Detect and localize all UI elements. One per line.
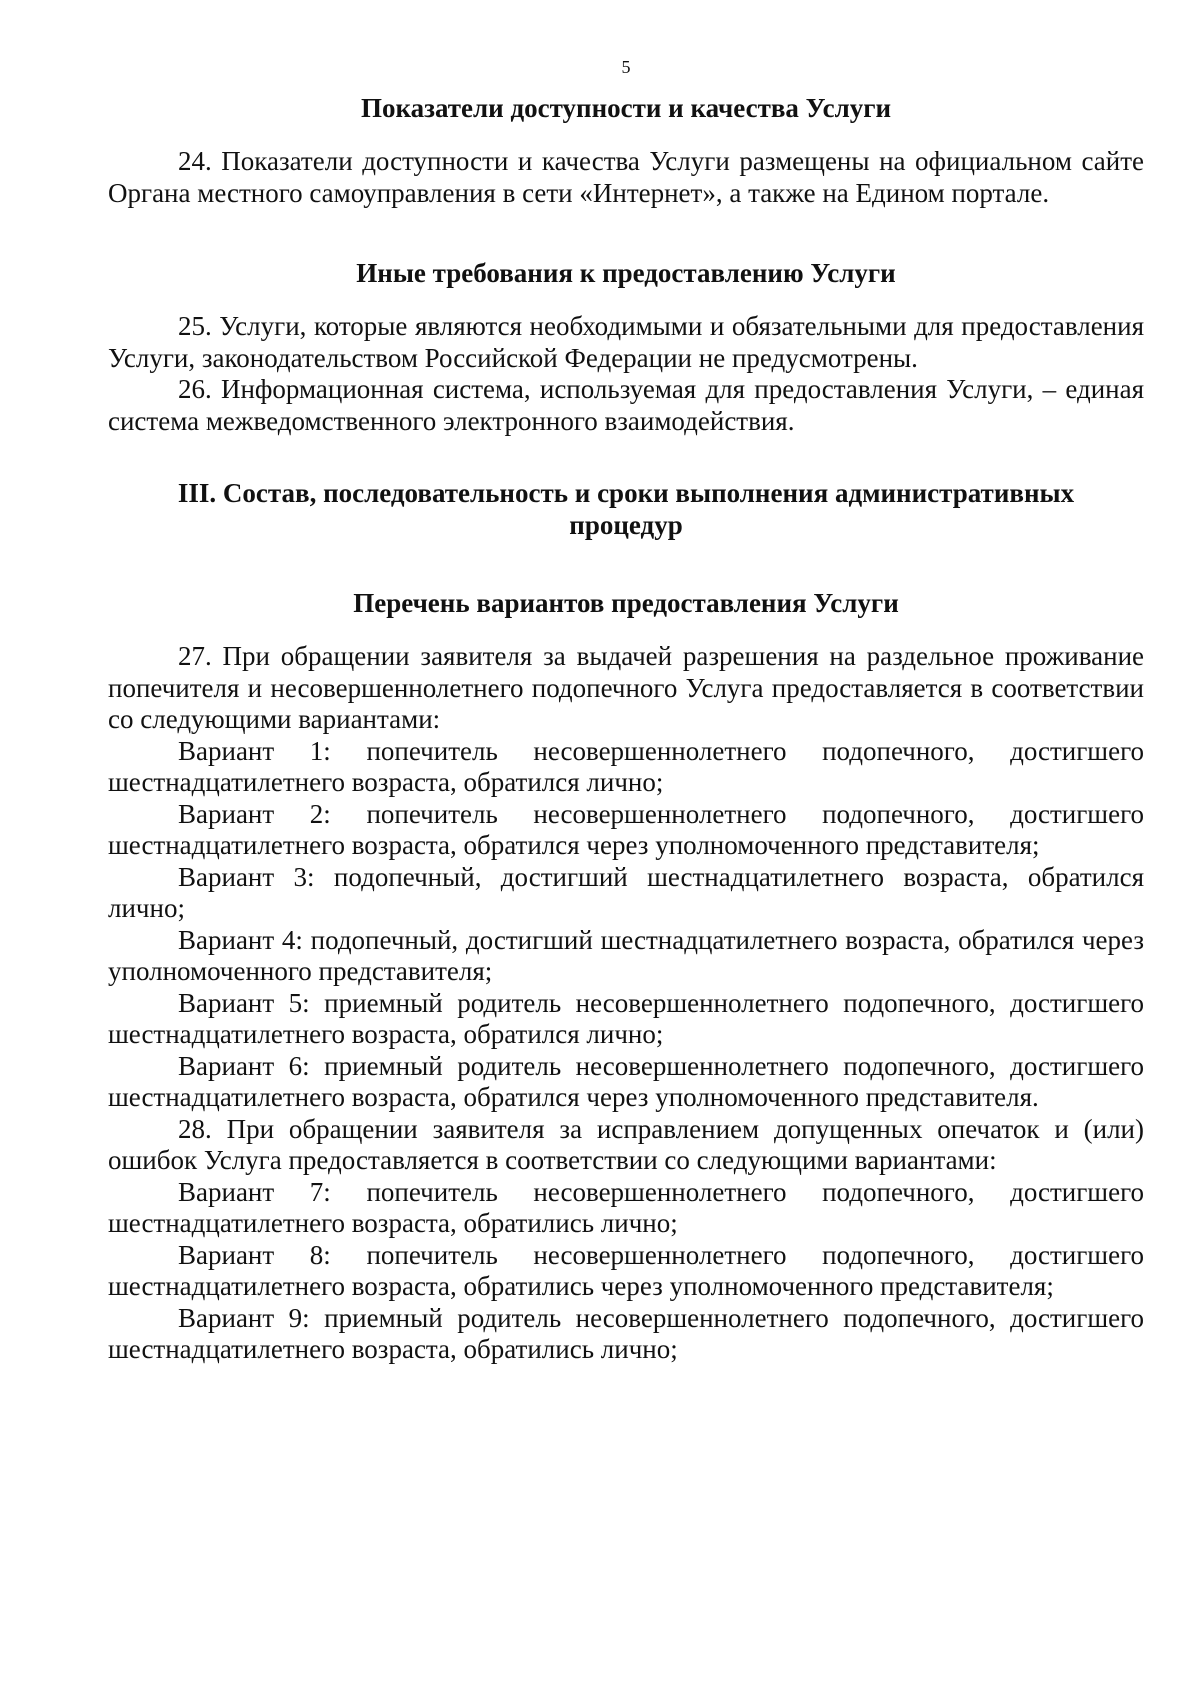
- variant-2: Вариант 2: попечитель несовершеннолетнего подопечного, достигшего шестнадцатилетнего возраста, обратился через уполномоченного представителя;: [108, 798, 1144, 860]
- variant-7: Вариант 7: попечитель несовершеннолетнего подопечного, достигшего шестнадцатилетнего возраста, обратились лично;: [108, 1176, 1144, 1238]
- chapter-title-3: III. Состав, последовательность и сроки выполнения административных процедур: [177, 478, 1075, 540]
- variant-3: Вариант 3: подопечный, достигший шестнадцатилетнего возраста, обратился лично;: [108, 861, 1144, 923]
- paragraph-25: 25. Услуги, которые являются необходимыми и обязательными для предоставления Услуги, законодательством Российской Федерации не предусмотрены.: [108, 311, 1144, 373]
- variant-5: Вариант 5: приемный родитель несовершеннолетнего подопечного, достигшего шестнадцатилетнего возраста, обратился лично;: [108, 987, 1144, 1049]
- section-title-other-requirements: Иные требования к предоставлению Услуги: [356, 258, 896, 288]
- paragraph-27: 27. При обращении заявителя за выдачей разрешения на раздельное проживание попечителя и несовершеннолетнего подопечного Услуга предоставляется в соответствии со следующими вариантами:: [108, 641, 1144, 734]
- variant-8: Вариант 8: попечитель несовершеннолетнего подопечного, достигшего шестнадцатилетнего возраста, обратились через уполномоченного представителя;: [108, 1239, 1144, 1301]
- page-content: [108, 56, 1144, 1366]
- page-number: 5: [621, 57, 631, 77]
- variant-1: Вариант 1: попечитель несовершеннолетнего подопечного, достигшего шестнадцатилетнего возраста, обратился лично;: [108, 735, 1144, 797]
- section-title-variants: Перечень вариантов предоставления Услуги: [353, 588, 899, 618]
- section-title-availability: Показатели доступности и качества Услуги: [360, 93, 892, 123]
- paragraph-24: 24. Показатели доступности и качества Услуги размещены на официальном сайте Органа местного самоуправления в сети «Интернет», а также на Едином портале.: [108, 146, 1144, 208]
- variant-4: Вариант 4: подопечный, достигший шестнадцатилетнего возраста, обратился через уполномоченного представителя;: [108, 924, 1144, 986]
- paragraph-28: 28. При обращении заявителя за исправлением допущенных опечаток и (или) ошибок Услуга предоставляется в соответствии со следующими вариантами:: [108, 1113, 1144, 1175]
- paragraph-26: 26. Информационная система, используемая для предоставления Услуги, – единая система межведомственного электронного взаимодействия.: [108, 374, 1144, 436]
- variant-9: Вариант 9: приемный родитель несовершеннолетнего подопечного, достигшего шестнадцатилетнего возраста, обратились лично;: [108, 1302, 1144, 1364]
- variant-6: Вариант 6: приемный родитель несовершеннолетнего подопечного, достигшего шестнадцатилетнего возраста, обратился через уполномоченного представителя.: [108, 1050, 1144, 1112]
